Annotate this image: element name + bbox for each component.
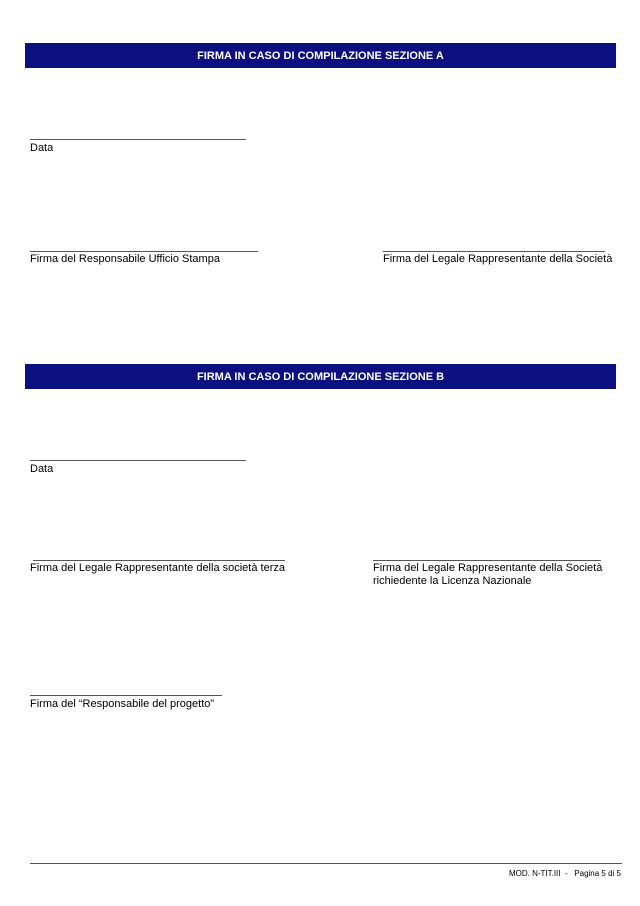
section-b-date-label: Data: [30, 463, 54, 475]
section-b-right-signature-label-line2: richiedente la Licenza Nazionale: [373, 575, 532, 587]
footer-form-code: MOD. N-TIT.III -: [508, 869, 568, 878]
footer-page-number: Pagina 5 di 5: [574, 869, 621, 878]
section-b-right-signature-line: [373, 560, 601, 561]
section-b-date-line: [30, 460, 246, 461]
section-b-right-signature-label-line1: Firma del Legale Rappresentante della Società: [373, 562, 603, 574]
page-footer: [509, 869, 621, 878]
section-b-header: [25, 364, 616, 389]
section-a-date-line: [30, 139, 246, 140]
section-b-left-signature-line: [33, 560, 285, 561]
section-a-date-label: Data: [30, 142, 54, 154]
section-b-title: FIRMA IN CASO DI COMPILAZIONE SEZIONE B: [196, 370, 445, 383]
footer-rule: [30, 863, 622, 864]
section-b-left-signature-label: Firma del Legale Rappresentante della società terza: [30, 562, 285, 574]
section-a-right-signature-label: Firma del Legale Rappresentante della Società: [383, 253, 613, 265]
section-a-right-signature-line: [383, 251, 605, 252]
section-a-left-signature-line: [30, 251, 258, 252]
section-a-title: FIRMA IN CASO DI COMPILAZIONE SEZIONE A: [197, 49, 444, 62]
section-a-header: [25, 43, 616, 68]
project-signature-line: [30, 695, 222, 696]
project-signature-label: Firma del “Responsabile del progetto”: [30, 698, 215, 710]
section-a-left-signature-label: Firma del Responsabile Ufficio Stampa: [30, 253, 220, 265]
